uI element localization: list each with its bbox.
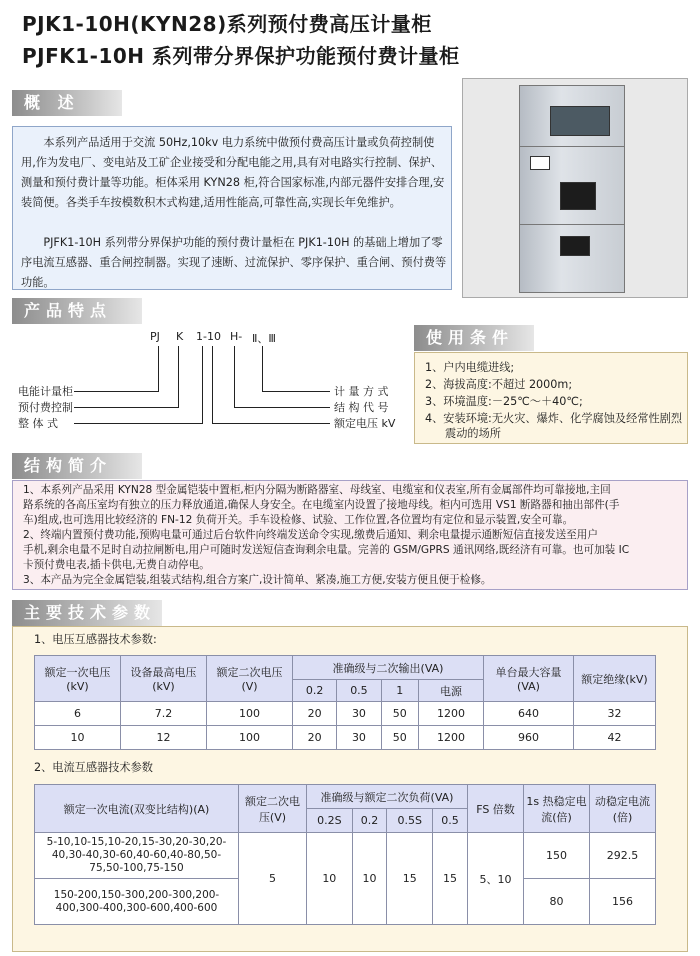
table-cell: 150-200,150-300,200-300,200-400,300-400,300-600,400-600 [35, 879, 239, 925]
structure-line-1: 1、本系列产品采用 KYN28 型金属铠装中置柜,柜内分隔为断路器室、母线室、电缆室和仪表室,所有金属部件均可靠接地,主回 [23, 484, 611, 496]
table-row [35, 702, 656, 726]
table-cell: 292.5 [590, 833, 656, 879]
feature-label-integrated: 整 体 式 [18, 417, 58, 430]
ct-header-accuracy-load: 准确级与额定二次负荷(VA) [307, 785, 468, 809]
code-line [202, 346, 203, 424]
vt-sub-0-2: 0.2 [293, 680, 337, 702]
code-part-h: H- [230, 330, 243, 343]
structure-line-6: 卡预付费电表,插卡供电,无费自动停电。 [23, 559, 210, 571]
table-cell: 150 [524, 833, 590, 879]
vt-table [34, 655, 656, 750]
table-cell: 42 [574, 726, 656, 750]
condition-4-cont: 震动的场所 [445, 427, 501, 440]
structure-line-4: 2、终端内置预付费功能,预购电量可通过后台软件向终端发送命令实现,缴费后通知、剩余电量提示通断短信直接发送至用户 [23, 529, 598, 541]
conditions-heading: 使用条件 [414, 325, 534, 351]
structure-line-2: 路系统的各高压室均有独立的压力释放通道,确保人身安全。在电缆室内设置了接地母线。柜内可选用 VS1 断路器和抽出部件(手 [23, 499, 620, 511]
table-cell: 640 [484, 702, 574, 726]
code-part-voltage: 1-10 [196, 330, 221, 343]
table-cell: 20 [293, 702, 337, 726]
table-cell: 1200 [418, 726, 483, 750]
ct-header-dynamic: 动稳定电流(倍) [590, 785, 656, 833]
table-cell: 1200 [418, 702, 483, 726]
vt-header-secondary-voltage: 额定二次电压(V) [207, 656, 293, 702]
condition-4: 4、安装环境:无火灾、爆炸、化学腐蚀及经常性剧烈 [425, 412, 683, 425]
feature-label-rated-voltage: 额定电压 kV [334, 417, 396, 430]
features-heading: 产品特点 [12, 298, 142, 324]
code-line [178, 346, 179, 408]
code-line [234, 407, 330, 408]
table-cell: 5-10,10-15,10-20,15-30,20-30,20-40,30-40,30-60,40-60,40-80,50-75,50-100,75-150 [35, 833, 239, 879]
table-cell: 100 [207, 702, 293, 726]
table-cell: 30 [337, 702, 381, 726]
overview-box [12, 126, 452, 290]
table-cell: 960 [484, 726, 574, 750]
table-cell: 100 [207, 726, 293, 750]
structure-heading: 结构简介 [12, 453, 142, 479]
table-cell: 156 [590, 879, 656, 925]
vt-header-primary-voltage: 额定一次电压(kV) [35, 656, 121, 702]
structure-box [12, 480, 688, 590]
overview-heading: 概 述 [12, 90, 122, 116]
ct-sub-0-2s: 0.2S [307, 809, 353, 833]
vt-header-accuracy-output: 准确级与二次输出(VA) [293, 656, 484, 680]
page-title-line2: PJFK1-10H 系列带分界保护功能预付费计量柜 [22, 44, 460, 68]
structure-line-3: 车)组成,也可选用比较经济的 FN-12 负荷开关。手车设检修、试验、工作位置,各位置均有定位和显示装置,安全可靠。 [23, 514, 574, 526]
vt-sub-1: 1 [381, 680, 418, 702]
table-row [35, 726, 656, 750]
condition-1: 1、户内电缆进线; [425, 361, 515, 374]
feature-label-prepay-control: 预付费控制 [18, 401, 73, 414]
ct-sub-0-5s: 0.5S [387, 809, 433, 833]
feature-label-metering-method: 计 量 方 式 [334, 385, 389, 398]
table-cell: 50 [381, 726, 418, 750]
table-cell: 80 [524, 879, 590, 925]
table-cell: 30 [337, 726, 381, 750]
cabinet-photo [462, 78, 688, 298]
table-cell: 15 [433, 833, 468, 925]
ct-table [34, 784, 656, 925]
table-cell: 10 [307, 833, 353, 925]
code-line [212, 423, 330, 424]
ct-header-secondary-voltage: 额定二次电压(V) [239, 785, 307, 833]
ct-caption: 2、电流互感器技术参数 [34, 761, 153, 774]
condition-2: 2、海拔高度:不超过 2000m; [425, 378, 573, 391]
table-cell: 10 [35, 726, 121, 750]
conditions-box [414, 352, 688, 444]
table-cell: 20 [293, 726, 337, 750]
vt-header-max-capacity: 单台最大容量(VA) [484, 656, 574, 702]
overview-paragraph-2: PJFK1-10H 系列带分界保护功能的预付费计量柜在 PJK1-10H 的基础上增加了零序电流互感器、重合闸控制器。实现了速断、过流保护、零序保护、重合闸、预付费等功能。 [21, 236, 447, 289]
table-cell: 15 [387, 833, 433, 925]
vt-sub-0-5: 0.5 [337, 680, 381, 702]
code-line [212, 346, 213, 424]
ct-sub-0-5: 0.5 [433, 809, 468, 833]
page-title-line1: PJK1-10H(KYN28)系列预付费高压计量柜 [22, 12, 432, 36]
table-cell: 5、10 [468, 833, 524, 925]
code-part-pj: PJ [150, 330, 160, 343]
vt-header-max-voltage: 设备最高电压(kV) [121, 656, 207, 702]
code-line [74, 423, 203, 424]
structure-line-5: 手机,剩余电量不足时自动拉闸断电,用户可随时发送短信查询剩余电量。完善的 GSM/GPRS 通讯网络,既经济有可靠。也可加装 IC [23, 544, 630, 556]
table-cell: 5 [239, 833, 307, 925]
code-line [74, 391, 159, 392]
table-cell: 12 [121, 726, 207, 750]
table-row [35, 833, 656, 879]
table-cell: 10 [352, 833, 387, 925]
code-part-metering: Ⅱ、Ⅲ [252, 332, 276, 345]
ct-header-thermal: 1s 热稳定电流(倍) [524, 785, 590, 833]
tech-heading: 主要技术参数 [12, 600, 162, 626]
ct-header-primary-current: 额定一次电流(双变比结构)(A) [35, 785, 239, 833]
code-line [234, 346, 235, 408]
table-cell: 7.2 [121, 702, 207, 726]
vt-sub-power: 电源 [418, 680, 483, 702]
code-line [262, 391, 330, 392]
code-line [262, 346, 263, 392]
vt-caption: 1、电压互感器技术参数: [34, 633, 157, 646]
overview-paragraph-1: 本系列产品适用于交流 50Hz,10kv 电力系统中做预付费高压计量或负荷控制使用,作为发电厂、变电站及工矿企业接受和分配电能之用,具有对电路实行控制、保护、测量和预付费计量等功能。柜体采用 KYN28 柜,符合国家标准,内部元器件安排合理,安装简便。各类手车按模数积木式构建,适用性能高,可靠性高,实现长年免维护。 [21, 136, 445, 209]
table-cell: 6 [35, 702, 121, 726]
code-part-k: K [176, 330, 184, 343]
condition-3: 3、环境温度:－25℃～＋40℃; [425, 395, 583, 408]
vt-header-insulation: 额定绝缘(kV) [574, 656, 656, 702]
ct-header-fs: FS 倍数 [468, 785, 524, 833]
cabinet-illustration [519, 85, 625, 293]
table-cell: 50 [381, 702, 418, 726]
code-line [74, 407, 179, 408]
table-cell: 32 [574, 702, 656, 726]
feature-label-structure-code: 结 构 代 号 [334, 401, 389, 414]
code-line [158, 346, 159, 392]
ct-sub-0-2: 0.2 [352, 809, 387, 833]
structure-line-7: 3、本产品为完全金属铠装,组装式结构,组合方案广,设计简单、紧凑,施工方便,安装方便且便于检修。 [23, 574, 492, 586]
feature-label-metering-cabinet: 电能计量柜 [18, 385, 73, 398]
